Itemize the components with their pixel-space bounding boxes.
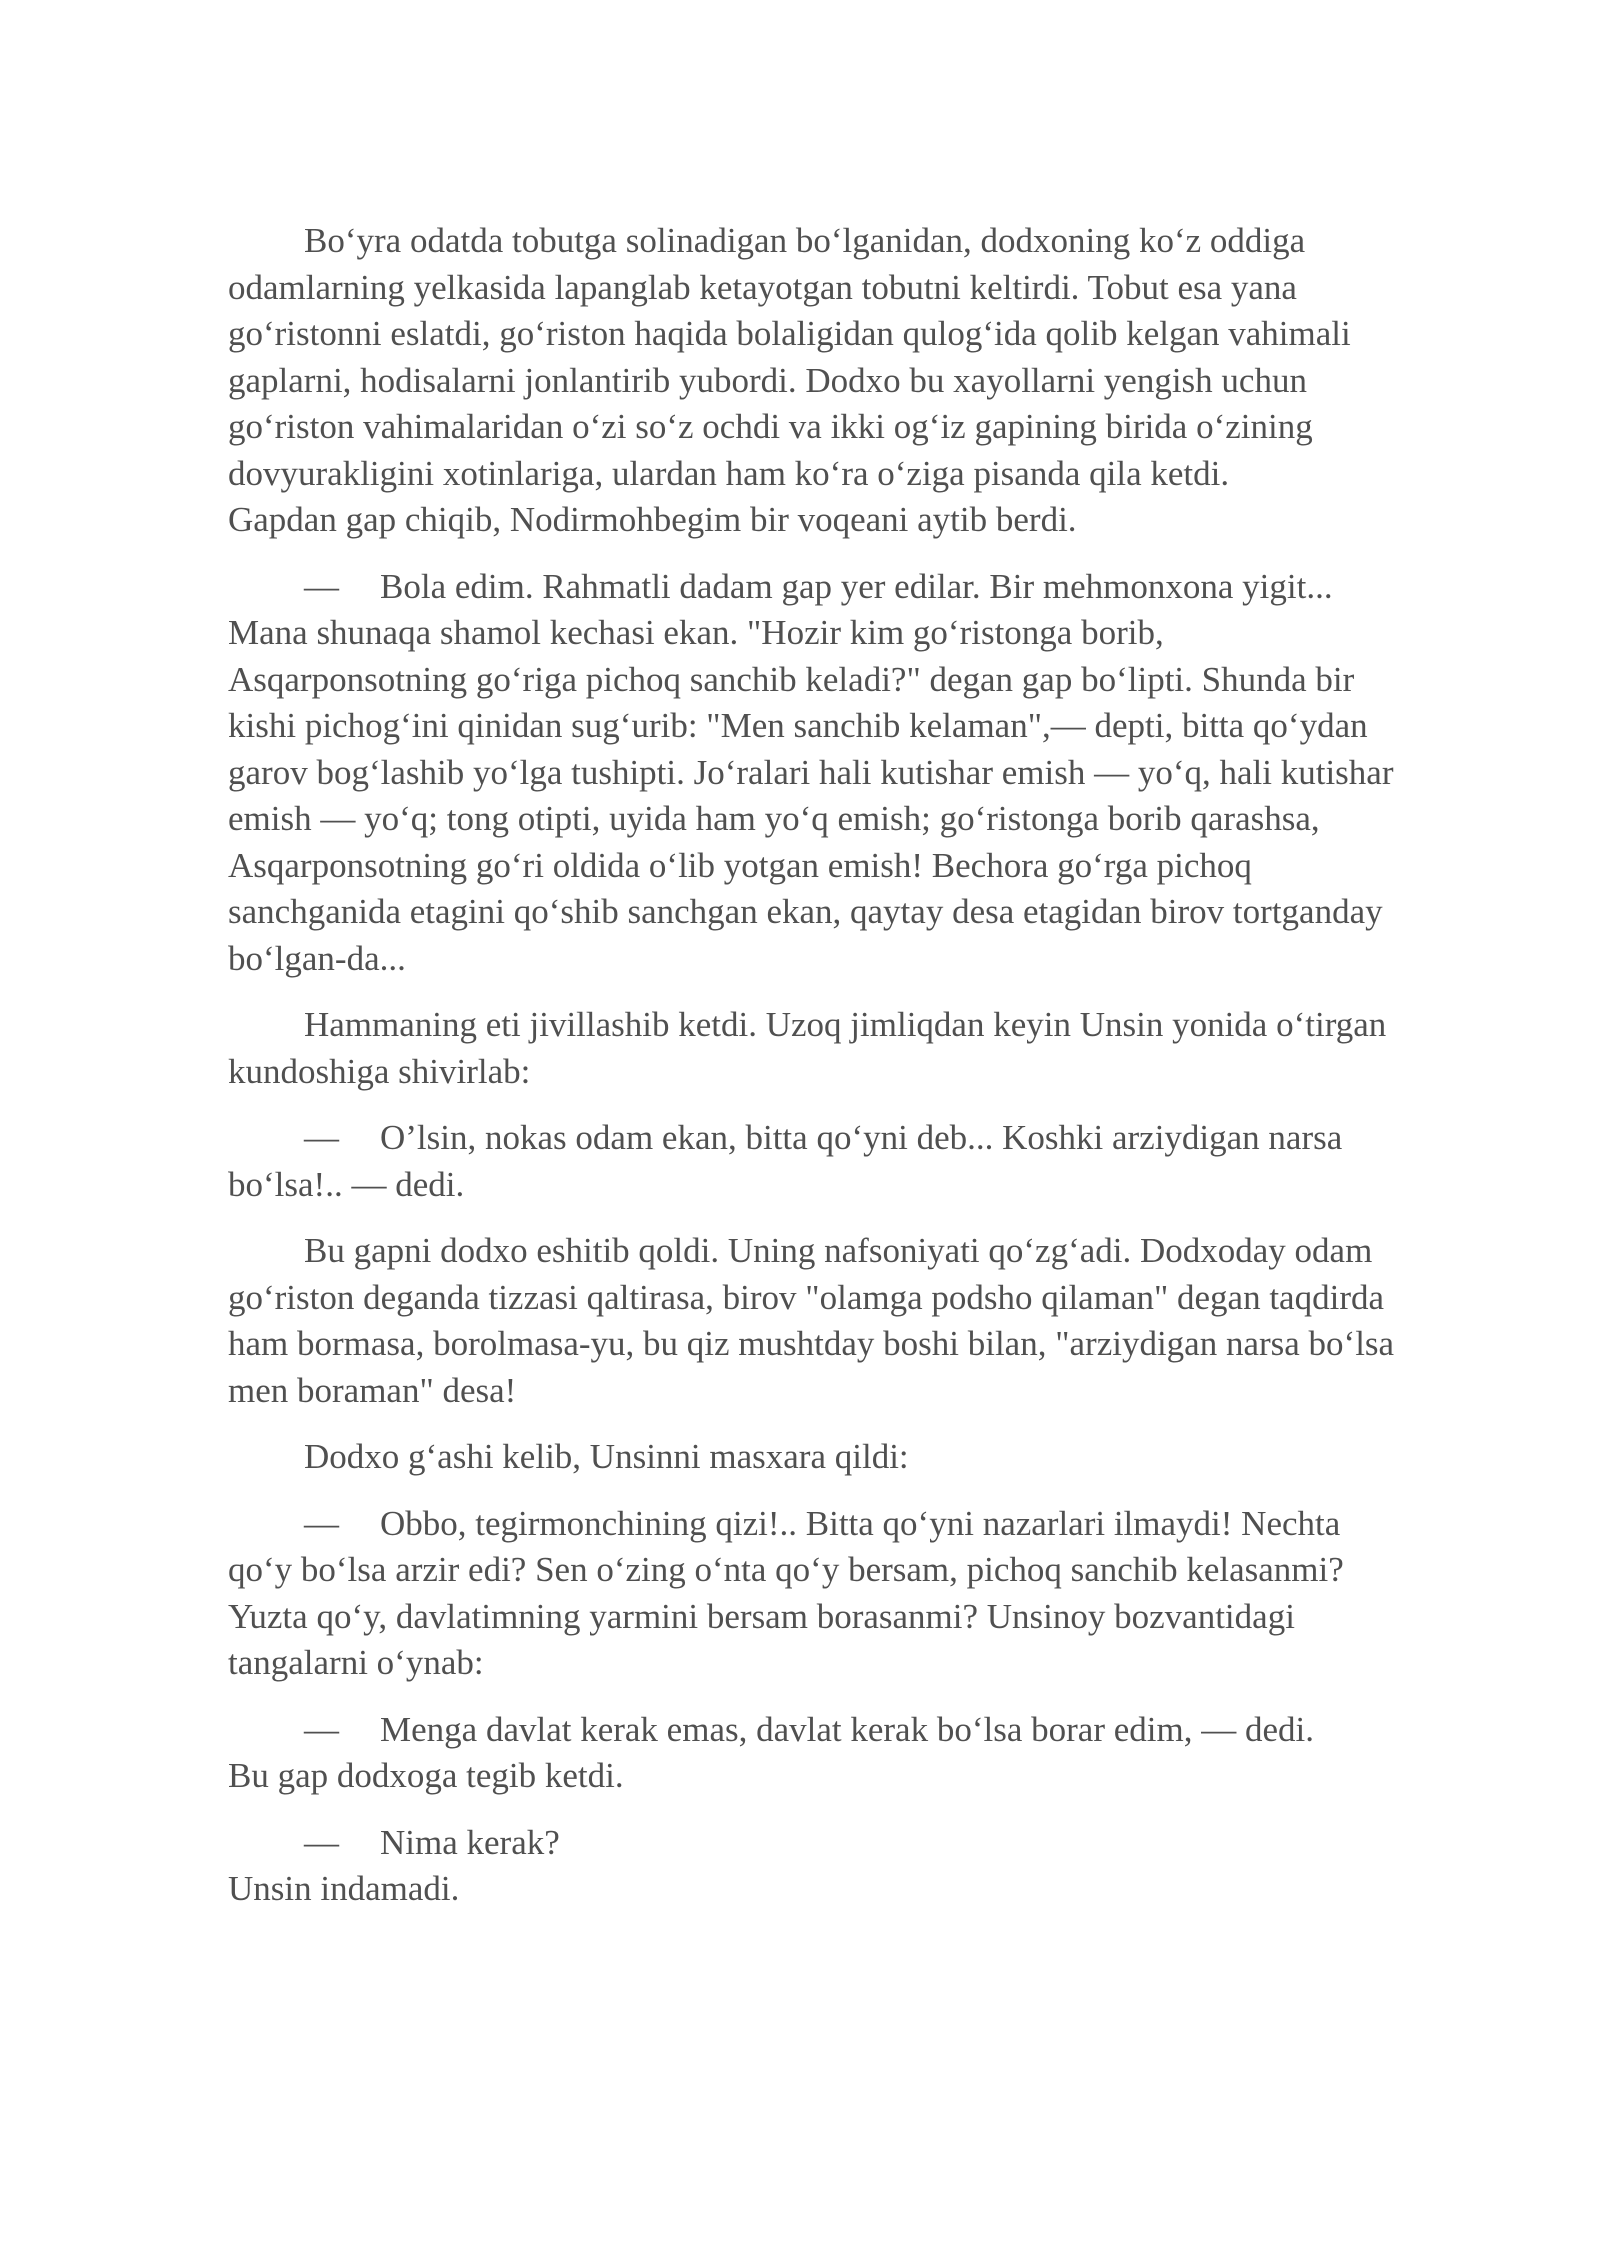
text-line-content: Obbo, tegirmonchining qizi!.. Bitta qo‘yni nazarlari ilmaydi! Nechta (380, 1503, 1341, 1543)
text-line: Dodxo g‘ashi kelib, Unsinni masxara qildi: (304, 1437, 909, 1476)
text-line: men boraman" desa! (228, 1370, 517, 1410)
text-line: garov bog‘lashib yo‘lga tushipti. Jo‘ralari hali kutishar emish — yo‘q, hali kutishar (228, 752, 1394, 792)
dialogue-dash: — (304, 1503, 339, 1543)
text-line (228, 1820, 1493, 1867)
text-line: Bo‘yra odatda tobutga solinadigan bo‘lganidan, dodxoning ko‘z oddiga (304, 221, 1306, 260)
text-line (228, 1707, 1493, 1754)
text-line: kundoshiga shivirlab: (228, 1051, 531, 1091)
text-line: Bu gapni dodxo eshitib qoldi. Uning nafsoniyati qo‘zg‘adi. Dodxoday odam (304, 1231, 1373, 1270)
text-line (228, 564, 1493, 611)
paragraph (228, 1228, 1493, 1414)
dialogue-paragraph (228, 1707, 1493, 1800)
dialogue-dash: — (304, 566, 339, 606)
dialogue-paragraph (228, 1115, 1493, 1208)
text-line: Asqarponsotning go‘riga pichoq sanchib keladi?" degan gap bo‘lipti. Shunda bir (228, 659, 1355, 699)
text-line: dovyurakligini xotinlariga, ulardan ham ko‘ra o‘ziga pisanda qila ketdi. (228, 453, 1230, 493)
text-line: Gapdan gap chiqib, Nodirmohbegim bir voqeani aytib berdi. (228, 500, 1077, 539)
dialogue-dash: — (304, 1709, 339, 1749)
dialogue-dash: — (304, 1822, 339, 1862)
text-line: odamlarning yelkasida lapanglab ketayotgan tobutni keltirdi. Tobut esa yana (228, 267, 1297, 307)
text-line: Bu gap dodxoga tegib ketdi. (228, 1756, 624, 1795)
text-line: Yuzta qo‘y, davlatimning yarmini bersam borasanmi? Unsinoy bozvantidagi (228, 1596, 1295, 1636)
text-line: Mana shunaqa shamol kechasi ekan. "Hozir kim go‘ristonga borib, (228, 613, 1164, 652)
text-line-content: O’lsin, nokas odam ekan, bitta qo‘yni deb... Koshki arziydigan narsa (380, 1118, 1343, 1157)
text-line: bo‘lgan-da... (228, 938, 406, 978)
text-line: go‘riston vahimalaridan o‘zi so‘z ochdi va ikki og‘iz gapining birida o‘zining (228, 407, 1313, 446)
text-line-content: Bola edim. Rahmatli dadam gap yer edilar. Bir mehmonxona yigit... (380, 566, 1333, 606)
paragraph (228, 1434, 1493, 1481)
text-line: kishi pichog‘ini qinidan sug‘urib: "Men sanchib kelaman",— depti, bitta qo‘ydan (228, 706, 1368, 745)
dialogue-paragraph (228, 564, 1493, 983)
text-line (228, 1501, 1493, 1548)
text-line: Unsin indamadi. (228, 1869, 460, 1908)
dialogue-paragraph (228, 1820, 1493, 1913)
document-body (228, 218, 1493, 1933)
text-line: ham bormasa, borolmasa-yu, bu qiz mushtday boshi bilan, "arziydigan narsa bo‘lsa (228, 1324, 1395, 1363)
text-line: sanchganida etagini qo‘shib sanchgan ekan, qaytay desa etagidan birov tortganday (228, 892, 1383, 931)
paragraph (228, 218, 1493, 544)
text-line: emish — yo‘q; tong otipti, uyida ham yo‘q emish; go‘ristonga borib qarashsa, (228, 799, 1320, 838)
text-line (228, 1115, 1493, 1162)
text-line: Hammaning eti jivillashib ketdi. Uzoq jimliqdan keyin Unsin yonida o‘tirgan (304, 1005, 1387, 1044)
text-line-content: Menga davlat kerak emas, davlat kerak bo‘lsa borar edim, — dedi. (380, 1709, 1314, 1749)
paragraph (228, 1002, 1493, 1095)
text-line: go‘ristonni eslatdi, go‘riston haqida bolaligidan qulog‘ida qolib kelgan vahimali (228, 314, 1351, 353)
text-line-content: Nima kerak? (380, 1822, 560, 1862)
text-line: bo‘lsa!.. — dedi. (228, 1164, 465, 1204)
text-line: qo‘y bo‘lsa arzir edi? Sen o‘zing o‘nta qo‘y bersam, pichoq sanchib kelasanmi? (228, 1550, 1344, 1589)
text-line: Asqarponsotning go‘ri oldida o‘lib yotgan emish! Bechora go‘rga pichoq (228, 845, 1252, 885)
text-line: tangalarni o‘ynab: (228, 1643, 484, 1682)
dialogue-dash: — (304, 1118, 339, 1157)
text-line: gaplarni, hodisalarni jonlantirib yubordi. Dodxo bu xayollarni yengish uchun (228, 360, 1307, 400)
dialogue-paragraph (228, 1501, 1493, 1687)
text-line: go‘riston deganda tizzasi qaltirasa, birov "olamga podsho qilaman" degan taqdirda (228, 1277, 1385, 1317)
